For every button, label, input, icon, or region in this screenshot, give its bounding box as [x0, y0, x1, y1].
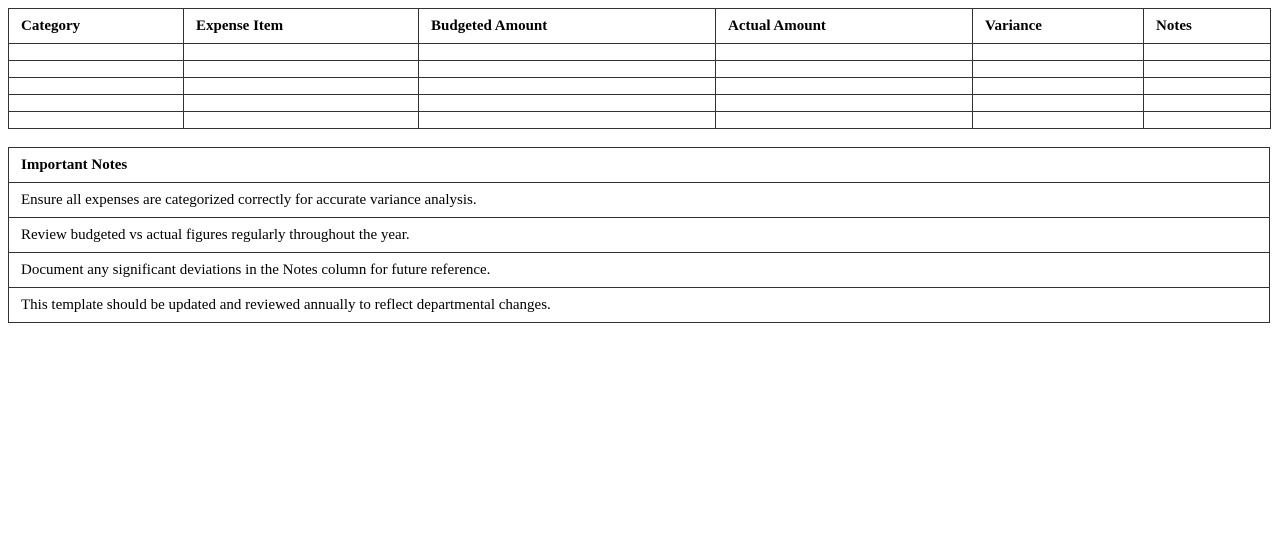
cell-expense-item[interactable] [184, 44, 419, 61]
cell-notes[interactable] [1144, 112, 1271, 129]
cell-actual-amount[interactable] [716, 95, 973, 112]
column-header-variance: Variance [973, 9, 1144, 44]
cell-category[interactable] [9, 78, 184, 95]
cell-actual-amount[interactable] [716, 78, 973, 95]
notes-row [9, 253, 1270, 288]
table-row [9, 95, 1271, 112]
cell-budgeted-amount[interactable] [419, 78, 716, 95]
table-row [9, 61, 1271, 78]
cell-notes[interactable] [1144, 95, 1271, 112]
column-header-expense-item: Expense Item [184, 9, 419, 44]
cell-expense-item[interactable] [184, 95, 419, 112]
column-header-budgeted-amount: Budgeted Amount [419, 9, 716, 44]
column-header-notes: Notes [1144, 9, 1271, 44]
note-item: Ensure all expenses are categorized correctly for accurate variance analysis. [9, 183, 1270, 218]
important-notes-table [8, 147, 1270, 323]
note-item: Document any significant deviations in the Notes column for future reference. [9, 253, 1270, 288]
cell-expense-item[interactable] [184, 78, 419, 95]
cell-expense-item[interactable] [184, 61, 419, 78]
cell-actual-amount[interactable] [716, 44, 973, 61]
cell-variance[interactable] [973, 112, 1144, 129]
notes-title: Important Notes [9, 148, 1270, 183]
cell-variance[interactable] [973, 44, 1144, 61]
column-header-category: Category [9, 9, 184, 44]
cell-budgeted-amount[interactable] [419, 61, 716, 78]
cell-actual-amount[interactable] [716, 61, 973, 78]
cell-expense-item[interactable] [184, 112, 419, 129]
cell-notes[interactable] [1144, 78, 1271, 95]
notes-header-row [9, 148, 1270, 183]
note-item: Review budgeted vs actual figures regularly throughout the year. [9, 218, 1270, 253]
cell-notes[interactable] [1144, 44, 1271, 61]
table-row [9, 78, 1271, 95]
cell-variance[interactable] [973, 95, 1144, 112]
cell-actual-amount[interactable] [716, 112, 973, 129]
note-item: This template should be updated and reviewed annually to reflect departmental changes. [9, 288, 1270, 323]
notes-row [9, 218, 1270, 253]
column-header-actual-amount: Actual Amount [716, 9, 973, 44]
cell-variance[interactable] [973, 78, 1144, 95]
table-header-row [9, 9, 1271, 44]
cell-category[interactable] [9, 95, 184, 112]
table-row [9, 112, 1271, 129]
cell-budgeted-amount[interactable] [419, 95, 716, 112]
table-row [9, 44, 1271, 61]
notes-row [9, 288, 1270, 323]
notes-row [9, 183, 1270, 218]
cell-notes[interactable] [1144, 61, 1271, 78]
cell-budgeted-amount[interactable] [419, 112, 716, 129]
cell-category[interactable] [9, 112, 184, 129]
cell-category[interactable] [9, 44, 184, 61]
budget-table [8, 8, 1271, 129]
cell-category[interactable] [9, 61, 184, 78]
cell-budgeted-amount[interactable] [419, 44, 716, 61]
cell-variance[interactable] [973, 61, 1144, 78]
